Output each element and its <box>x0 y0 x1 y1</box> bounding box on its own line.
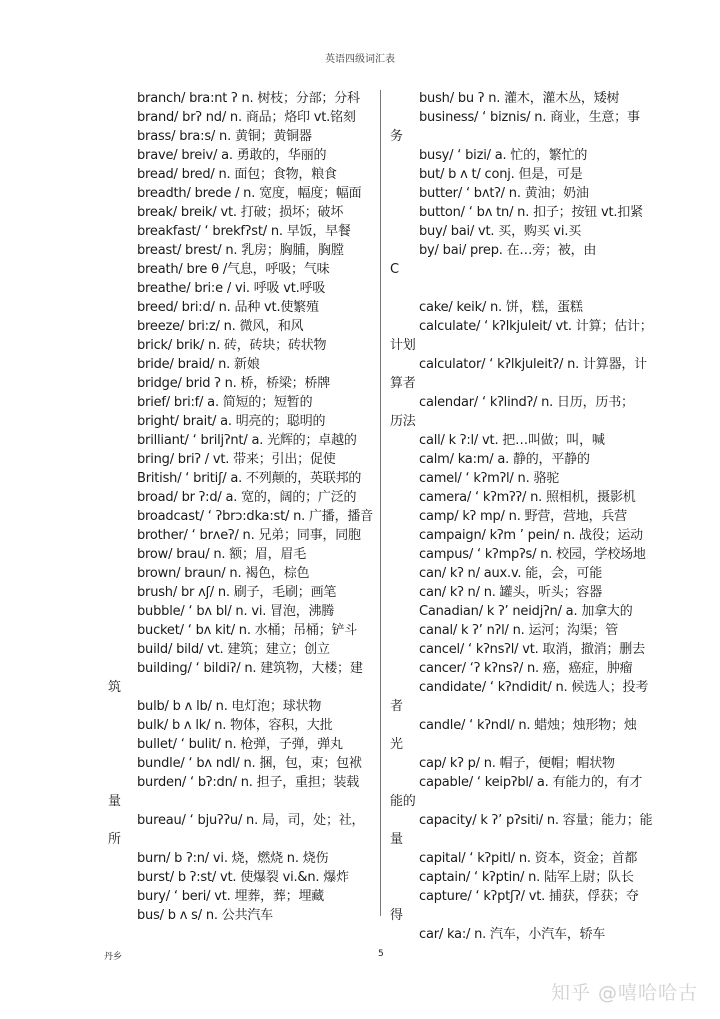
vocab-entry: candle/ ‘ kʔndl/ n. 蜡烛；烛形物；烛 <box>419 718 637 733</box>
vocab-entry: breeze/ bri:z/ n. 微风，和风 <box>137 319 304 334</box>
vocab-entry: brass/ bra:s/ n. 黄铜；黄铜器 <box>137 129 312 144</box>
vocab-entry: British/ ‘ britiʃ/ a. 不列颠的，英联邦的 <box>137 471 362 486</box>
footer-author: 丹乡 <box>104 952 123 962</box>
vocab-entry: busy/ ‘ bizi/ a. 忙的，繁忙的 <box>419 148 588 163</box>
vocab-entry: bullet/ ‘ bulit/ n. 枪弹，子弹，弹丸 <box>137 737 343 752</box>
vocab-entry: burn/ b ʔ:n/ vi. 烧，燃烧 n. 烧伤 <box>137 851 329 866</box>
vocab-entry: build/ bild/ vt. 建筑；建立；创立 <box>137 642 330 657</box>
blank-line <box>390 279 660 298</box>
vocab-entry: capital/ ‘ kʔpitl/ n. 资本，资金；首都 <box>419 851 638 866</box>
vocab-entry: broadcast/ ‘ ʔbrɔ:dka:st/ n. 广播，播音 <box>137 509 373 524</box>
vocab-entry: camp/ kʔ mp/ n. 野营，营地，兵营 <box>419 509 627 524</box>
vocab-entry: branch/ bra:nt ʔ n. 树枝；分部；分科 <box>137 91 360 106</box>
vocab-entry: brush/ br ʌʃ/ n. 刷子，毛刷；画笔 <box>137 585 337 600</box>
vocab-entry: captain/ ‘ kʔptin/ n. 陆军上尉；队长 <box>419 870 634 885</box>
vocab-entry: bring/ briʔ / vt. 带来；引出；促使 <box>137 452 336 467</box>
vocab-entry: breast/ brest/ n. 乳房；胸脯，胸膛 <box>137 243 344 258</box>
vocab-entry: bulb/ b ʌ lb/ n. 电灯泡；球状物 <box>137 699 322 714</box>
page-number: 5 <box>378 949 384 959</box>
vocab-entry: brand/ brʔ nd/ n. 商品；烙印 vt.铭刻 <box>137 110 356 125</box>
vocab-entry: business/ ‘ biznis/ n. 商业，生意；事 <box>419 110 640 125</box>
vocab-entry-continuation: 量 <box>390 832 403 847</box>
vocab-entry: brief/ bri:f/ a. 简短的；短暂的 <box>137 395 313 410</box>
vocab-entry: call/ k ʔ:l/ vt. 把…叫做；叫，喊 <box>419 433 605 448</box>
vocab-entry: breath/ bre θ /气息，呼吸；气味 <box>137 262 330 277</box>
vocab-entry: bucket/ ‘ bʌ kit/ n. 水桶；吊桶；铲斗 <box>137 623 358 638</box>
vocab-entry: capture/ ‘ kʔptʃʔ/ vt. 捕获，俘获；夺 <box>419 889 639 904</box>
vocab-entry-continuation: 计划 <box>390 338 416 353</box>
vocab-entry-continuation: 所 <box>108 832 121 847</box>
column-divider <box>380 90 381 916</box>
vocab-entry: camera/ ‘ kʔmʔʔ/ n. 照相机，摄影机 <box>419 490 636 505</box>
vocab-entry: breadth/ brede / n. 宽度，幅度；幅面 <box>137 186 362 201</box>
vocab-entry: cap/ kʔ p/ n. 帽子，便帽；帽状物 <box>419 756 615 771</box>
vocab-entry: calendar/ ‘ kʔlindʔ/ n. 日历，历书； <box>419 395 634 410</box>
vocab-entry: calculator/ ‘ kʔlkjuleitʔ/ n. 计算器，计 <box>419 357 647 372</box>
vocab-entry: bread/ bred/ n. 面包；食物，粮食 <box>137 167 337 182</box>
vocab-entry: camel/ ‘ kʔmʔl/ n. 骆驼 <box>419 471 560 486</box>
vocab-entry: break/ breik/ vt. 打破；损坏；破坏 <box>137 205 344 220</box>
vocab-entry: brown/ braun/ n. 褐色，棕色 <box>137 566 310 581</box>
watermark: 知乎 @嘻哈哈古 <box>550 982 698 1004</box>
vocab-entry: brow/ brau/ n. 额；眉，眉毛 <box>137 547 307 562</box>
vocab-entry: bright/ brait/ a. 明亮的；聪明的 <box>137 414 326 429</box>
vocab-entry: bus/ b ʌ s/ n. 公共汽车 <box>137 908 273 923</box>
vocab-entry: calculate/ ‘ kʔlkjuleit/ vt. 计算；估计； <box>419 319 653 334</box>
vocab-entry-continuation: 得 <box>390 908 403 923</box>
page-header-title: 英语四级词汇表 <box>325 54 395 65</box>
vocab-entry: breathe/ bri:e / vi. 呼吸 vt.呼吸 <box>137 281 326 296</box>
vocab-entry: bush/ bu ʔ n. 灌木，灌木丛，矮树 <box>419 91 620 106</box>
vocab-entry-continuation: 务 <box>390 129 403 144</box>
vocab-entry: bubble/ ‘ bʌ bl/ n. vi. 冒泡，沸腾 <box>137 604 335 619</box>
vocab-entry: butter/ ‘ bʌtʔ/ n. 黄油；奶油 <box>419 186 589 201</box>
vocab-entry: but/ b ʌ t/ conj. 但是，可是 <box>419 167 583 182</box>
vocab-entry: cancer/ ‘ʔ kʔnsʔ/ n. 癌，癌症，肿瘤 <box>419 661 633 676</box>
vocab-entry: cake/ keik/ n. 饼，糕，蛋糕 <box>419 300 583 315</box>
vocab-entry: bureau/ ‘ bjuʔʔu/ n. 局，司，处；社， <box>137 813 365 828</box>
vocab-entry: breed/ bri:d/ n. 品种 vt.使繁殖 <box>137 300 319 315</box>
right-column <box>390 89 660 944</box>
left-column <box>108 89 376 925</box>
vocab-entry: building/ ‘ bildiʔ/ n. 建筑物，大楼；建 <box>137 661 363 676</box>
vocab-entry-continuation: 筑 <box>108 680 121 695</box>
vocab-entry: buy/ bai/ vt. 买，购买 vi.买 <box>419 224 582 239</box>
section-letter: C <box>390 262 399 277</box>
vocab-entry: car/ ka:/ n. 汽车，小汽车，轿车 <box>419 927 606 942</box>
vocab-entry: brother/ ‘ brʌeʔ/ n. 兄弟；同事，同胞 <box>137 528 361 543</box>
vocab-entry: candidate/ ‘ kʔndidit/ n. 候选人；投考 <box>419 680 649 695</box>
vocab-entry: capacity/ k ʔ’ pʔsiti/ n. 容量；能力；能 <box>419 813 653 828</box>
vocab-entry: by/ bai/ prep. 在…旁；被，由 <box>419 243 597 258</box>
vocab-entry: campus/ ‘ kʔmpʔs/ n. 校园，学校场地 <box>419 547 646 562</box>
vocab-entry: breakfast/ ‘ brekfʔst/ n. 早饭，早餐 <box>137 224 351 239</box>
vocab-entry-continuation: 历法 <box>390 414 416 429</box>
vocab-entry: bride/ braid/ n. 新娘 <box>137 357 260 372</box>
vocab-entry: broad/ br ʔ:d/ a. 宽的，阔的；广泛的 <box>137 490 357 505</box>
vocab-entry: can/ kʔ n/ aux.v. 能，会，可能 <box>419 566 603 581</box>
vocab-entry: cancel/ ‘ kʔnsʔl/ vt. 取消，撤消；删去 <box>419 642 645 657</box>
vocab-entry: calm/ ka:m/ a. 静的，平静的 <box>419 452 590 467</box>
vocab-entry-continuation: 者 <box>390 699 403 714</box>
vocab-entry: brave/ breiv/ a. 勇敢的，华丽的 <box>137 148 327 163</box>
vocab-entry-continuation: 算者 <box>390 376 416 391</box>
vocab-entry: burst/ b ʔ:st/ vt. 使爆裂 vi.&n. 爆炸 <box>137 870 349 885</box>
vocab-entry: bridge/ brid ʔ n. 桥，桥梁；桥牌 <box>137 376 331 391</box>
vocab-entry: Canadian/ k ʔ’ neidjʔn/ a. 加拿大的 <box>419 604 633 619</box>
vocab-entry: bulk/ b ʌ lk/ n. 物体，容积，大批 <box>137 718 333 733</box>
vocab-entry-continuation: 能的 <box>390 794 416 809</box>
vocab-entry: brilliant/ ‘ briljʔnt/ a. 光辉的；卓越的 <box>137 433 357 448</box>
vocab-entry: bury/ ‘ beri/ vt. 埋葬，葬；埋藏 <box>137 889 325 904</box>
vocab-entry: brick/ brik/ n. 砖，砖块；砖状物 <box>137 338 327 353</box>
vocab-entry: capable/ ‘ keipʔbl/ a. 有能力的，有才 <box>419 775 643 790</box>
vocab-entry-continuation: 光 <box>390 737 403 752</box>
vocab-entry: bundle/ ‘ bʌ ndl/ n. 捆，包，束；包袱 <box>137 756 362 771</box>
vocab-entry-continuation: 量 <box>108 794 121 809</box>
vocab-entry: campaign/ kʔm ’ pein/ n. 战役；运动 <box>419 528 643 543</box>
vocab-entry: burden/ ‘ bʔ:dn/ n. 担子，重担；装载 <box>137 775 360 790</box>
vocab-entry: can/ kʔ n/ n. 罐头，听头；容器 <box>419 585 603 600</box>
vocab-entry: canal/ k ʔ’ nʔl/ n. 运河；沟渠；管 <box>419 623 619 638</box>
vocab-entry: button/ ‘ bʌ tn/ n. 扣子；按钮 vt.扣紧 <box>419 205 643 220</box>
